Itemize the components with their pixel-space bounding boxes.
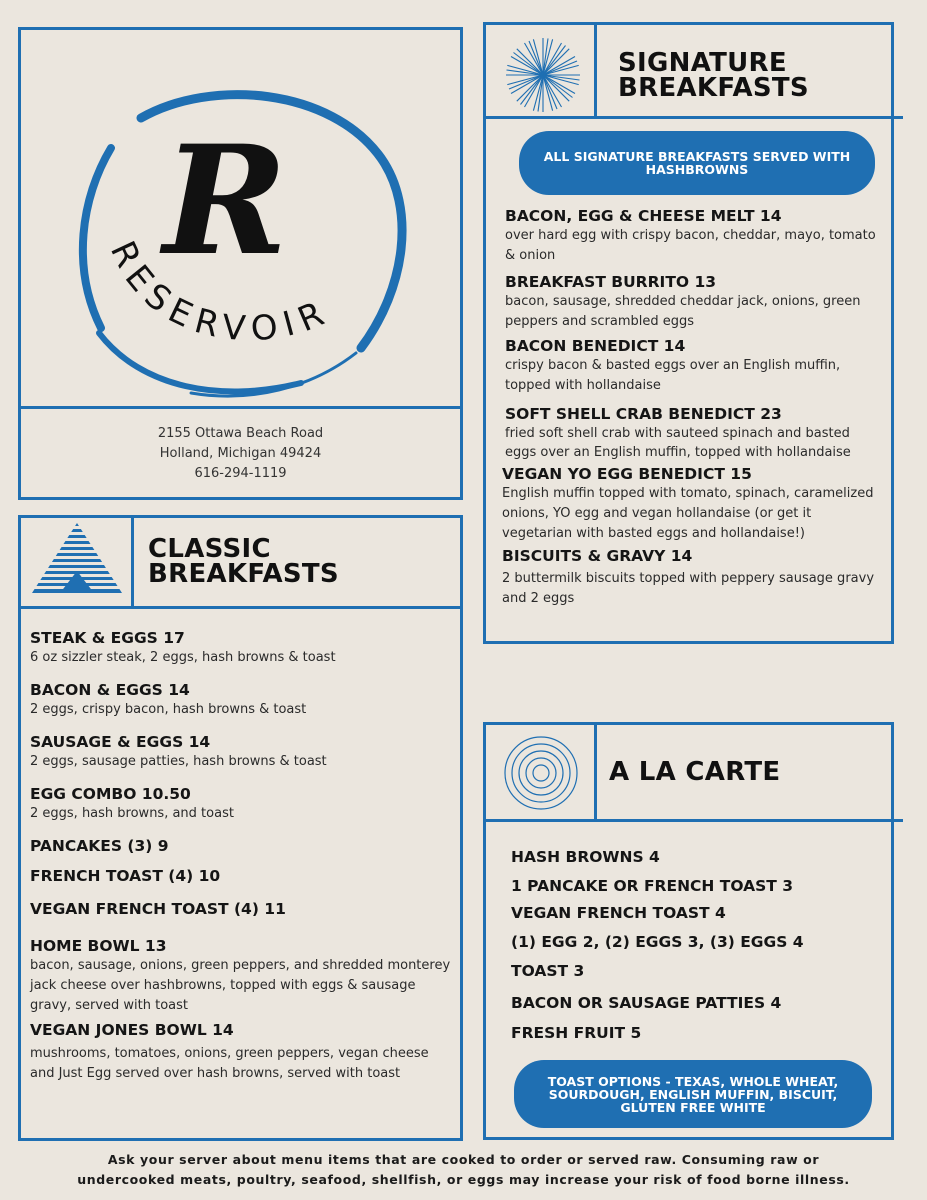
reservoir-logo: [71, 88, 411, 408]
item-desc: bacon, sausage, shredded cheddar jack, onions, green peppers and scrambled eggs: [505, 294, 861, 329]
logo-initial: R: [163, 113, 288, 289]
item-name: VEGAN JONES BOWL 14: [30, 1021, 234, 1039]
item-name: SAUSAGE & EGGS 14: [30, 733, 211, 751]
signature-items: [502, 206, 885, 609]
item-desc: fried soft shell crab with sauteed spinach and basted eggs over an English muffin, topped with hollandaise: [505, 426, 851, 460]
classic-header-divider: [18, 606, 463, 609]
concentric-circles-icon: [503, 735, 579, 811]
address-block: [18, 424, 463, 484]
list-item: VEGAN FRENCH TOAST 4: [511, 904, 726, 922]
list-item: [30, 936, 455, 1016]
item-desc: 2 buttermilk biscuits topped with peppery sausage gravy and 2 eggs: [502, 571, 875, 606]
list-item: [505, 206, 885, 266]
sunburst-icon: [504, 36, 582, 114]
signature-note-pill: ALL SIGNATURE BREAKFASTS SERVED WITH HASHBROWNS: [519, 131, 875, 195]
item-name: BACON, EGG & CHEESE MELT 14: [505, 207, 782, 225]
alacarte-header-divider: [483, 819, 903, 822]
address-phone: 616-294-1119: [194, 466, 287, 481]
item-name: BACON & EGGS 14: [30, 681, 190, 699]
item-name: BREAKFAST BURRITO 13: [505, 273, 717, 291]
alacarte-title: A LA CARTE: [609, 757, 781, 787]
list-item: [30, 628, 455, 668]
list-item: [30, 732, 455, 772]
item-desc: 2 eggs, hash browns, and toast: [30, 806, 234, 821]
item-desc: mushrooms, tomatoes, onions, green peppers, vegan cheese and Just Egg served over hash browns, served with toast: [30, 1046, 429, 1081]
signature-header-divider: [483, 116, 903, 119]
classic-title-line2: BREAKFASTS: [148, 559, 339, 589]
list-item: [505, 336, 885, 396]
item-name: BISCUITS & GRAVY 14: [502, 547, 693, 565]
alacarte-items: [511, 847, 886, 1043]
logo-divider: [18, 406, 463, 409]
item-name: FRENCH TOAST (4) 10: [30, 867, 221, 885]
item-desc: 2 eggs, sausage patties, hash browns & toast: [30, 754, 327, 769]
item-name: VEGAN FRENCH TOAST (4) 11: [30, 900, 286, 918]
list-item: [30, 680, 455, 720]
item-desc: bacon, sausage, onions, green peppers, and shredded monterey jack cheese over hashbrowns, topped with eggs & sausage gravy, served with toast: [30, 958, 451, 1013]
signature-header-separator: [594, 22, 597, 118]
item-name: VEGAN YO EGG BENEDICT 15: [502, 465, 752, 483]
item-name: STEAK & EGGS 17: [30, 629, 185, 647]
list-item: HASH BROWNS 4: [511, 848, 660, 866]
disclaimer-line2: undercooked meats, poultry, seafood, shellfish, or eggs may increase your risk of food borne illness.: [77, 1172, 850, 1187]
item-desc: over hard egg with crispy bacon, cheddar, mayo, tomato & onion: [505, 228, 876, 263]
signature-title-line2: BREAKFASTS: [618, 73, 809, 103]
list-item: [502, 546, 885, 609]
item-desc: English muffin topped with tomato, spinach, caramelized onions, YO egg and vegan hollandaise (or get it vegetarian with basted eggs and hollandaise!): [502, 486, 874, 541]
list-item: [505, 272, 885, 332]
item-name: EGG COMBO 10.50: [30, 785, 191, 803]
item-name: PANCAKES (3) 9: [30, 837, 169, 855]
item-name: BACON BENEDICT 14: [505, 337, 686, 355]
food-safety-disclaimer: [40, 1150, 887, 1190]
signature-title: [618, 48, 809, 103]
address-city: Holland, Michigan 49424: [159, 446, 322, 461]
item-desc: 6 oz sizzler steak, 2 eggs, hash browns & toast: [30, 650, 336, 665]
classic-header-separator: [131, 515, 134, 608]
alacarte-header-separator: [594, 722, 597, 821]
classic-items: [30, 628, 455, 1084]
list-item: [30, 1020, 455, 1084]
list-item: (1) EGG 2, (2) EGGS 3, (3) EGGS 4: [511, 933, 804, 951]
list-item: [30, 899, 455, 919]
logo-wordmark: RESERVOIR: [102, 235, 338, 350]
list-item: [30, 866, 455, 886]
list-item: [30, 836, 455, 856]
item-name: HOME BOWL 13: [30, 937, 167, 955]
striped-pyramid-icon: [30, 521, 124, 595]
disclaimer-line1: Ask your server about menu items that are cooked to order or served raw. Consuming raw or: [107, 1152, 820, 1167]
address-street: 2155 Ottawa Beach Road: [157, 426, 324, 441]
item-desc: crispy bacon & basted eggs over an English muffin, topped with hollandaise: [505, 358, 841, 393]
signature-title-line1: SIGNATURE: [618, 48, 787, 78]
list-item: [502, 464, 885, 544]
list-item: TOAST 3: [511, 962, 585, 980]
list-item: [30, 784, 455, 824]
list-item: BACON OR SAUSAGE PATTIES 4: [511, 994, 782, 1012]
list-item: 1 PANCAKE OR FRENCH TOAST 3: [511, 877, 794, 895]
list-item: [505, 404, 885, 462]
toast-options-pill: TOAST OPTIONS - TEXAS, WHOLE WHEAT, SOURDOUGH, ENGLISH MUFFIN, BISCUIT, GLUTEN FREE WHITE: [514, 1060, 872, 1128]
list-item: FRESH FRUIT 5: [511, 1024, 642, 1042]
classic-title: [148, 534, 339, 589]
item-desc: 2 eggs, crispy bacon, hash browns & toast: [30, 702, 307, 717]
classic-title-line1: CLASSIC: [148, 534, 271, 564]
item-name: SOFT SHELL CRAB BENEDICT 23: [505, 405, 782, 423]
